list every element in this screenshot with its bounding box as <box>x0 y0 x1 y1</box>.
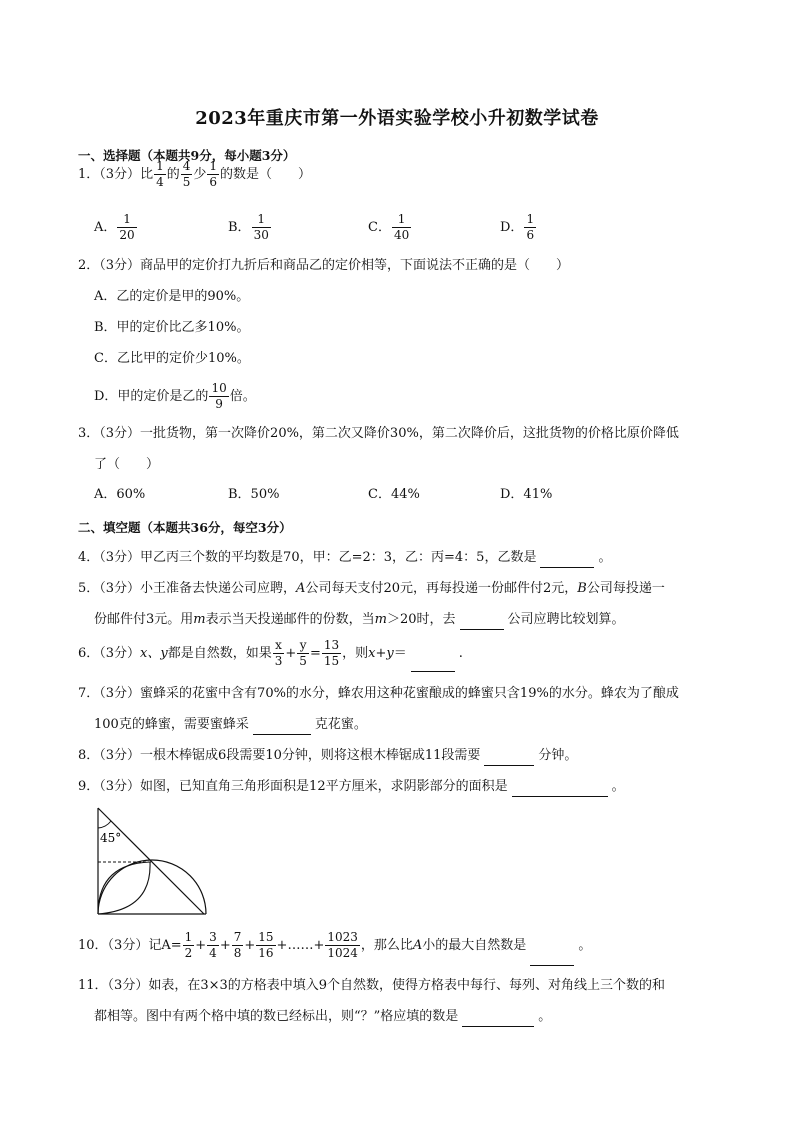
question-2: 2．（3分）商品甲的定价打九折后和商品乙的定价相等，下面说法不正确的是（ ） <box>78 258 570 273</box>
question-4: 4．（3分）甲乙丙三个数的平均数是70，甲：乙=2：3，乙：丙=4：5，乙数是 。 <box>78 548 611 568</box>
page-title: 2023年重庆市第一外语实验学校小升初数学试卷 <box>195 108 599 129</box>
q1-number: 1． <box>78 167 100 182</box>
answer-blank[interactable] <box>460 615 504 630</box>
q1-fraction-2: $\frac{4}{5}$ <box>182 159 191 189</box>
question-10: 10．（3分）记A= $\frac{1}{2}$ + $\frac{3}{4}$ + $\frac{7}{8}$ + $\frac{15}{16}$ +……+ $\frac{1023}{1024}$ ，那么比A小的最大自然数是 。 <box>78 926 591 966</box>
question-8: 8．（3分）一根木棒锯成6段需要10分钟，则将这根木棒锯成11段需要 分钟。 <box>78 746 577 766</box>
q2-option-c[interactable]: C．乙比甲的定价少10%。 <box>94 351 250 366</box>
q1-option-a[interactable]: A． $\frac{1}{20}$ <box>94 212 135 242</box>
q2-option-b[interactable]: B．甲的定价比乙多10%。 <box>94 320 250 335</box>
question-11-line-2: 都相等。图中有两个格中填的数已经标出，则“？”格应填的数是 。 <box>94 1007 551 1027</box>
answer-blank[interactable] <box>512 782 608 797</box>
answer-blank[interactable] <box>253 720 311 735</box>
q1-option-b[interactable]: B． $\frac{1}{30}$ <box>228 212 269 242</box>
section-fill-heading: 二、填空题（本题共36分，每空3分） <box>78 520 292 535</box>
question-3-line-2: 了（ ） <box>94 457 160 472</box>
q3-option-c[interactable]: C．44% <box>368 487 420 502</box>
answer-blank[interactable] <box>484 751 534 766</box>
q3-option-b[interactable]: B．50% <box>228 487 280 502</box>
triangle-semicircle-diagram <box>94 806 224 918</box>
question-9: 9．（3分）如图，已知直角三角形面积是12平方厘米，求阴影部分的面积是 。 <box>78 777 625 797</box>
question-5-line-1: 5．（3分）小王准备去快递公司应聘，A公司每天支付20元，再每投递一份邮件付2元，B公司每投递一 <box>78 581 665 596</box>
angle-label: 45° <box>100 831 122 845</box>
q1-score: （3分） <box>99 167 141 182</box>
question-11-line-1: 11．（3分）如表，在3×3的方格表中填入9个自然数，使得方格表中每行、每列、对角线上三个数的和 <box>78 978 666 993</box>
q9-figure <box>94 806 224 922</box>
answer-blank[interactable] <box>411 657 455 672</box>
question-5-line-2: 份邮件付3元。用m表示当天投递邮件的份数，当m＞20时，去 公司应聘比较划算。 <box>94 610 625 630</box>
question-7-line-2: 100克的蜂蜜，需要蜜蜂采 克花蜜。 <box>94 715 367 735</box>
q3-option-a[interactable]: A．60% <box>94 487 146 502</box>
answer-blank[interactable] <box>530 951 574 966</box>
q3-option-d[interactable]: D．41% <box>500 487 553 502</box>
question-6: 6．（3分）x、y都是自然数，如果 $\frac{x}{3}$ + $\frac{y}{5}$ = $\frac{13}{15}$ ，则x+y＝ . <box>78 636 463 672</box>
q1-option-d[interactable]: D． $\frac{1}{6}$ <box>500 212 535 242</box>
answer-blank[interactable] <box>462 1012 534 1027</box>
q1-fraction-1: $\frac{1}{4}$ <box>156 159 164 189</box>
q2-option-d[interactable]: D．甲的定价是乙的 $\frac{10}{9}$ 倍。 <box>94 381 256 411</box>
q2-option-a[interactable]: A．乙的定价是甲的90%。 <box>94 289 250 304</box>
answer-blank[interactable] <box>540 553 594 568</box>
q1-fraction-3: $\frac{1}{6}$ <box>209 159 218 189</box>
question-7-line-1: 7．（3分）蜜蜂采的花蜜中含有70%的水分，蜂农用这种花蜜酿成的蜂蜜只含19%的水分。蜂农为了酿成 <box>78 686 679 701</box>
question-3-line-1: 3．（3分）一批货物，第一次降价20%，第二次又降价30%，第二次降价后，这批货物的价格比原价降低 <box>78 426 679 441</box>
section-choice-heading: 一、选择题（本题共9分，每小题3分） <box>78 148 296 163</box>
question-1: 1．（3分）比 $\frac{1}{4}$ 的 $\frac{4}{5}$ 少 $\frac{1}{6}$ 的数是（ ） <box>78 159 312 189</box>
q1-option-c[interactable]: C． $\frac{1}{40}$ <box>368 212 410 242</box>
